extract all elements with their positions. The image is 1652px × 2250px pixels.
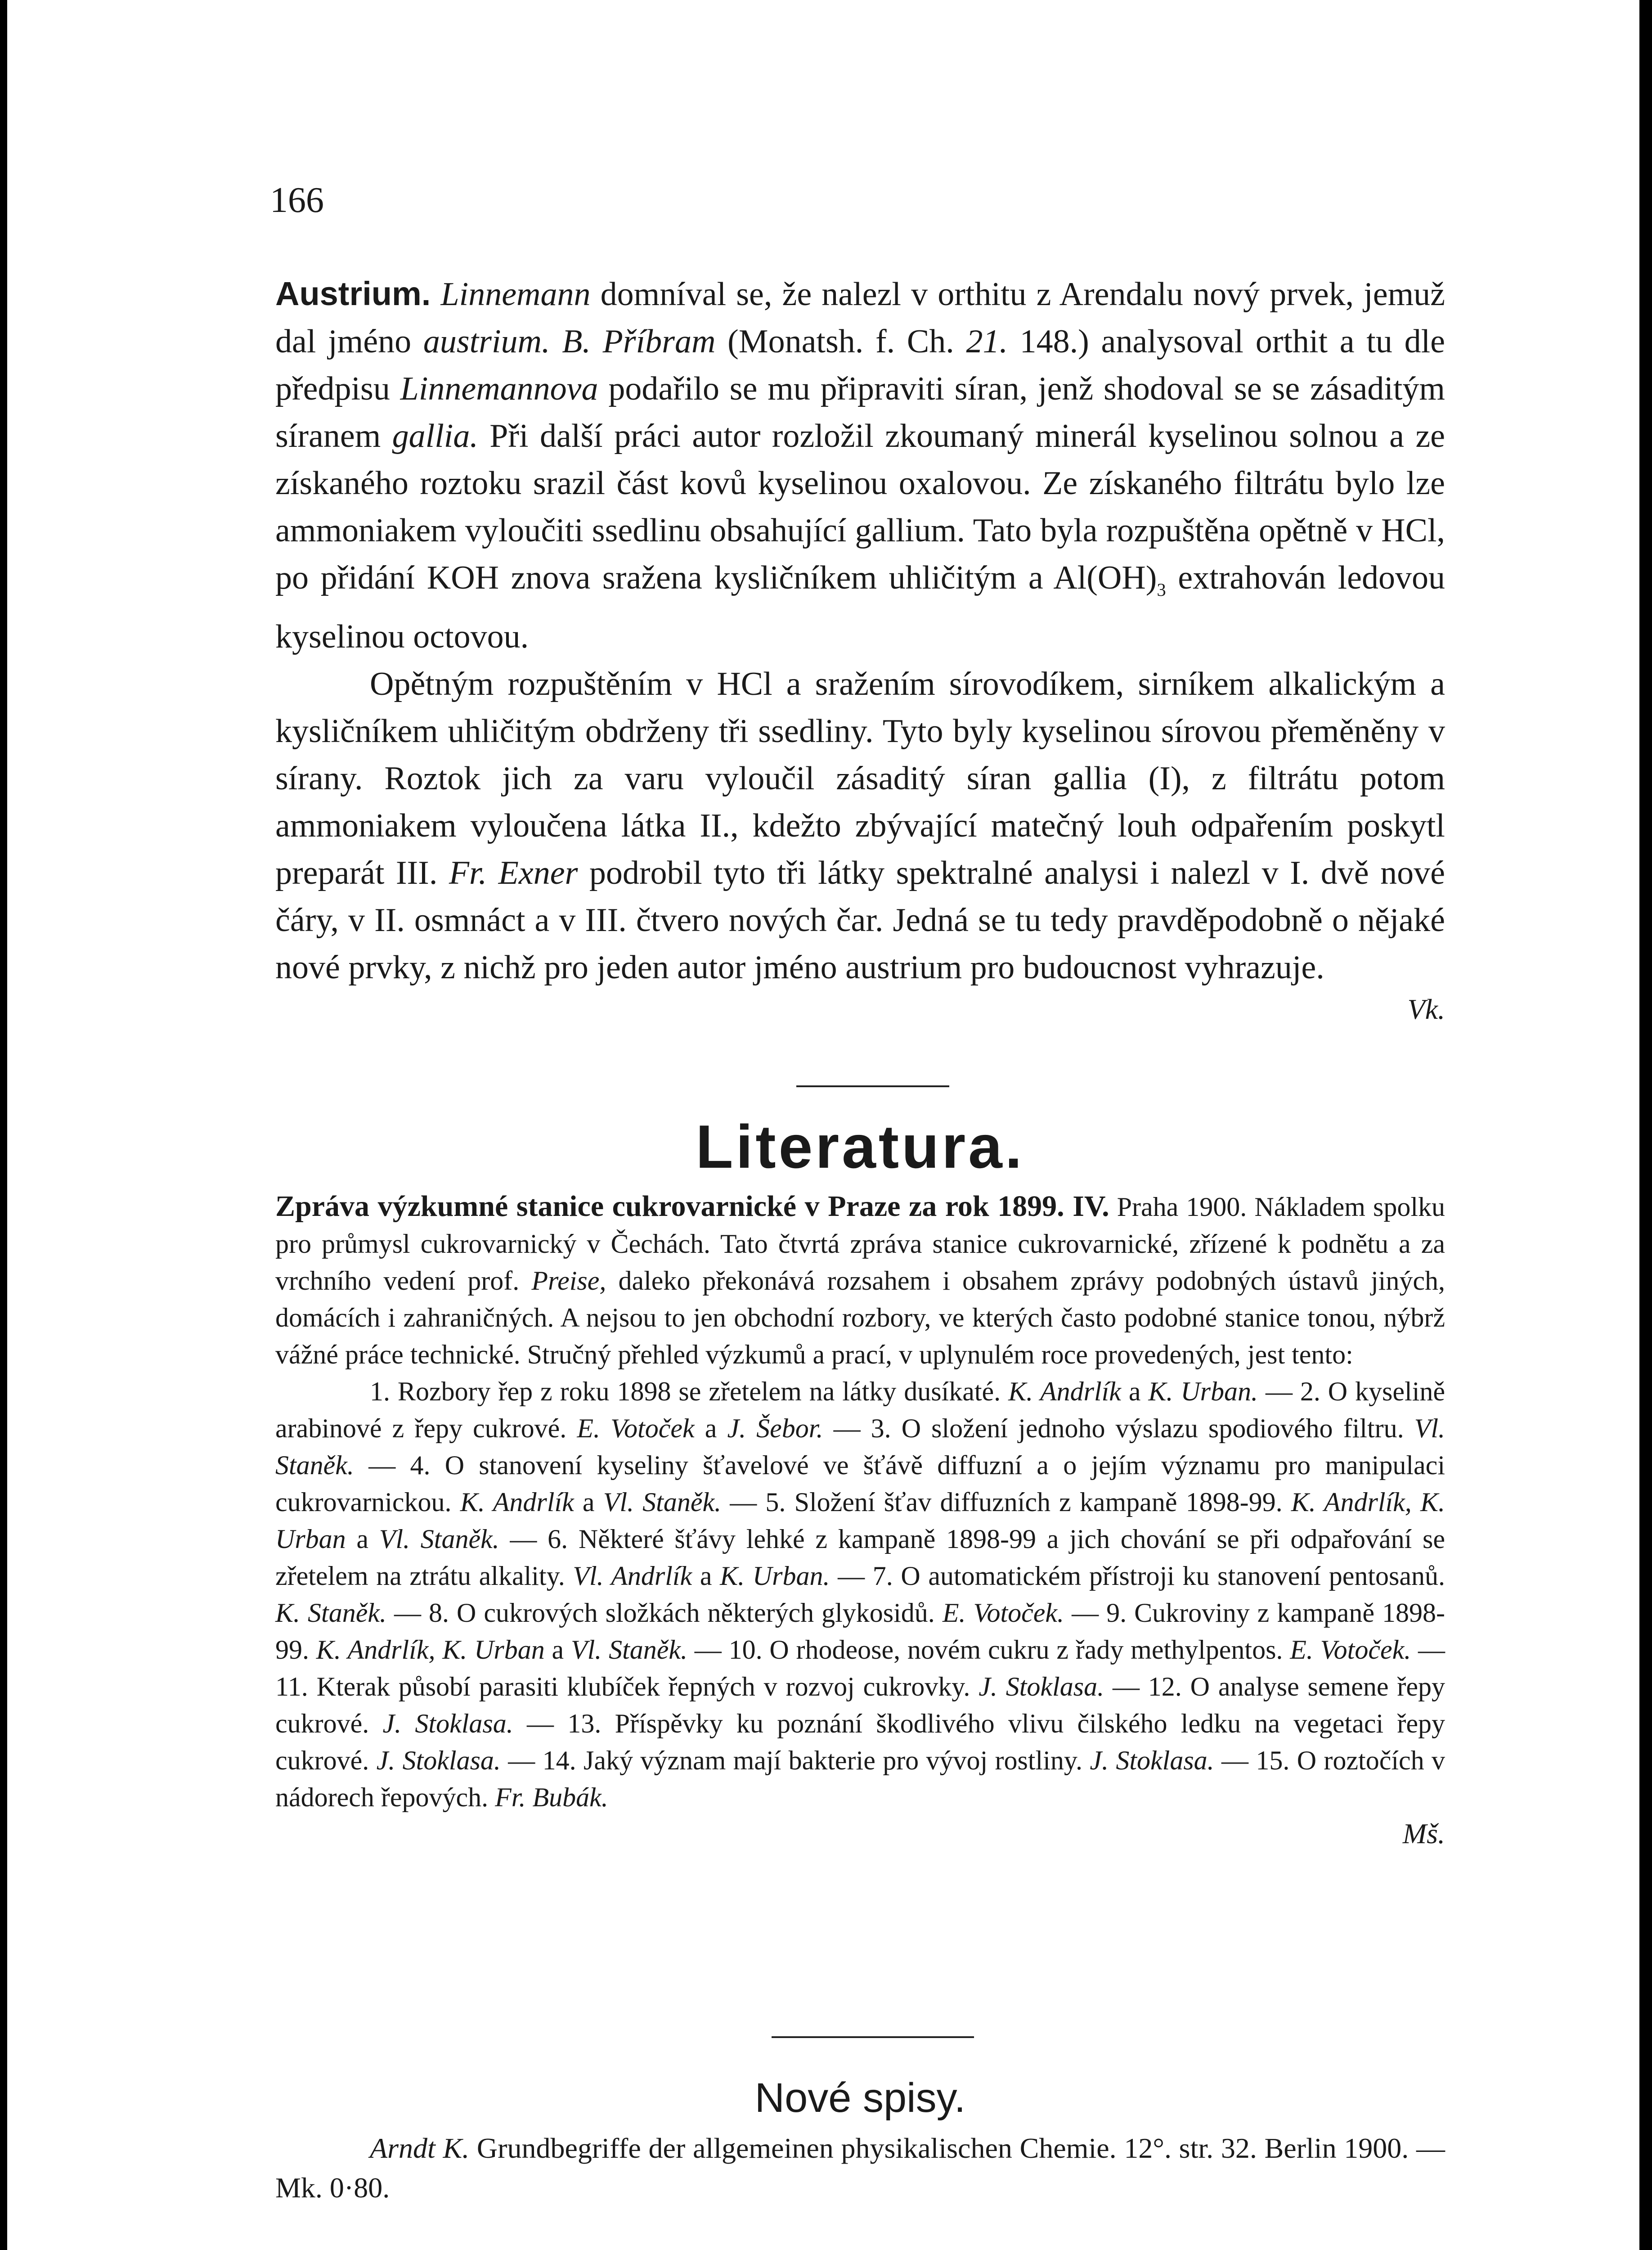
author-name: Linnemann <box>440 276 591 313</box>
list-author: J. Stoklasa. <box>382 1709 513 1738</box>
list-text: — 14. Jaký význam mají bakterie pro vývoj rostliny. <box>500 1746 1090 1775</box>
list-author: K. Urban. <box>720 1561 830 1591</box>
list-text: a <box>544 1635 571 1665</box>
list-text: — 2. O kyselině arabinové z řepy cukrové. <box>275 1377 1446 1443</box>
list-author: Vl. Staněk. <box>570 1635 688 1665</box>
scan-edge-right <box>1639 0 1652 2250</box>
author-name: Preise, <box>531 1266 606 1296</box>
text-run: Praha 1900. Nákladem spolku pro průmysl cukrovarnický v Čechách. Tato čtvrtá zpráva stanice cukrovarnické, zřízené k podnětu a za vrchního vedení prof. <box>275 1192 1445 1296</box>
list-author: J. Stoklasa. <box>1090 1746 1214 1775</box>
list-author: K. Andrlík <box>1008 1377 1121 1406</box>
list-text: a <box>346 1524 379 1554</box>
entry-heading: Austrium. <box>275 275 431 312</box>
section-divider <box>772 2036 974 2038</box>
review-heading: Zpráva výzkumné stanice cukrovarnické v Praze za rok 1899. IV. <box>275 1190 1109 1223</box>
list-text: — 8. O cukrových složkách některých glykosidů. <box>386 1598 943 1628</box>
review-contents-list <box>275 1373 1445 1816</box>
list-author: Vl. Andrlík <box>573 1561 692 1591</box>
list-text: — 9. Cukroviny z kampaně 1898-99. <box>275 1598 1446 1665</box>
list-text: a <box>692 1561 720 1591</box>
list-text: — 15. O roztočích v nádorech řepových. <box>275 1746 1446 1812</box>
austrium-paragraph-1 <box>275 270 1445 661</box>
book-author: Arndt K. <box>370 2132 470 2164</box>
list-author: J. Stoklasa. <box>979 1672 1104 1701</box>
list-author: E. Votoček. <box>942 1598 1064 1628</box>
austrium-entry <box>275 270 1445 1027</box>
nove-spisy-title: Nové spisy. <box>754 2075 966 2121</box>
list-author: E. Votoček. <box>1290 1635 1411 1665</box>
text-run: 148.) analysoval orthit a tu dle předpisu <box>275 323 1445 407</box>
author-name: austrium. B. Příbram <box>423 323 716 360</box>
review-signature: Mš. <box>1402 1818 1445 1850</box>
literatura-review <box>275 1188 1445 1852</box>
list-text: — 6. Některé šťávy lehké z kampaně 1898-99 a jich chování se při odpařování se zřetelem na ztrátu alkality. <box>275 1524 1445 1591</box>
list-text: — 3. O složení jednoho výslazu spodiového filtru. <box>823 1413 1414 1443</box>
list-text: a <box>574 1487 603 1517</box>
scan-edge-left <box>0 0 7 2250</box>
book-details: Grundbegriffe der allgemeinen physikalischen Chemie. 12°. str. 32. Berlin 1900. — Mk. 0·80. <box>275 2132 1446 2204</box>
entry-signature: Vk. <box>1407 993 1445 1025</box>
list-text: — 5. Složení šťav diffuzních z kampaně 1898-99. <box>721 1487 1291 1517</box>
section-divider <box>796 1085 949 1087</box>
text-run: Opětným rozpuštěním v HCl a sražením sírovodíkem, sirníkem alkalickým a kysličníkem uhličitým obdrženy tři ssedliny. Tyto byly kyselinou sírovou přeměněny v sírany. Roztok jich za varu vyloučil zásaditý síran gallia (I), z filtrátu potom ammoniakem vyloučena látka II., kdežto zbývající matečný louh odpařením poskytl preparát III. <box>275 665 1445 891</box>
author-name: Linnemannova <box>400 370 598 407</box>
list-author: K. Andrlík, K. Urban <box>316 1635 545 1665</box>
list-author: K. Andrlík, K. Urban <box>275 1487 1445 1554</box>
list-author: Vl. Staněk. <box>603 1487 722 1517</box>
nove-spisy-entry <box>275 2128 1445 2208</box>
list-text: — 7. O automatickém přístroji ku stanovení pentosanů. <box>830 1561 1445 1591</box>
text-run: domníval se, že nalezl v orthitu z Arendalu nový prvek, jemuž dal jméno <box>275 276 1445 360</box>
list-author: J. Stoklasa. <box>376 1746 501 1775</box>
list-author: K. Urban. <box>1148 1377 1258 1406</box>
text-run: podrobil tyto tři látky spektralné analysi i nalezl v I. dvě nové čáry, v II. osmnáct a v III. čtvero nových čar. Jedná se tu tedy pravděpodobně o nějaké nové prvky, z nichž pro jeden autor jméno austrium pro budoucnost vyhrazuje. <box>275 854 1445 986</box>
subscript: 3 <box>1157 579 1166 600</box>
text-run: Při další práci autor rozložil zkoumaný minerál kyselinou solnou a ze získaného roztoku srazil část kovů kyselinou oxalovou. Ze získaného filtrátu bylo lze ammoniakem vyloučiti ssedlinu obsahující gallium. Tato byla rozpuštěna opětně v HCl, po přidání KOH znova sražena kysličníkem uhličitým a Al(OH) <box>275 418 1446 596</box>
list-author: J. Šebor. <box>727 1413 823 1443</box>
list-text: a <box>694 1413 727 1443</box>
list-author: K. Andrlík <box>460 1487 574 1517</box>
list-text: — 11. Kterak působí parasiti klubíček řepných v rozvoj cukrovky. <box>275 1635 1446 1701</box>
page-number: 166 <box>270 180 324 220</box>
list-author: Vl. Staněk. <box>275 1413 1445 1480</box>
list-author: Fr. Bubák. <box>495 1782 608 1812</box>
list-text: — 10. O rhodeose, novém cukru z řady methylpentos. <box>687 1635 1290 1665</box>
volume-number: 21. <box>966 323 1008 360</box>
text-run: (Monatsh. f. Ch. <box>715 323 966 360</box>
text-run: daleko překonává rozsahem i obsahem zprávy podobných ústavů jiných, domácích i zahraničných. A nejsou to jen obchodní rozbory, ve kterých často podobné stanice tonou, nýbrž vážné práce technické. Stručný přehled výzkumů a prací, v uplynulém roce provedených, jest tento: <box>275 1266 1445 1369</box>
list-author: Vl. Staněk. <box>379 1524 499 1554</box>
list-text: — 12. O analyse semene řepy cukrové. <box>275 1672 1446 1738</box>
austrium-paragraph-2 <box>275 661 1445 991</box>
list-author: K. Staněk. <box>275 1598 386 1628</box>
book-listing <box>275 2128 1445 2208</box>
text-run: extrahován ledovou kyselinou octovou. <box>275 559 1445 655</box>
list-text: — 4. O stanovení kyseliny šťavelové ve šťávě diffuzní a o jejím významu pro manipulaci cukrovarnickou. <box>275 1450 1445 1517</box>
literatura-title: Literatura. <box>696 1112 1025 1181</box>
review-intro <box>275 1188 1445 1373</box>
list-author: E. Votoček <box>577 1413 695 1443</box>
list-text: 1. Rozbory řep z roku 1898 se zřetelem na látky dusíkaté. <box>370 1377 1009 1406</box>
list-text: — 13. Příspěvky ku poznání škodlivého vlivu čilského ledku na vegetaci řepy cukrové. <box>275 1709 1446 1775</box>
text-run: podařilo se mu připraviti síran, jenž shodoval se se zásaditým síranem <box>275 370 1445 454</box>
author-name: Fr. Exner <box>449 854 578 891</box>
italic-term: gallia. <box>392 418 478 454</box>
list-text: a <box>1121 1377 1149 1406</box>
